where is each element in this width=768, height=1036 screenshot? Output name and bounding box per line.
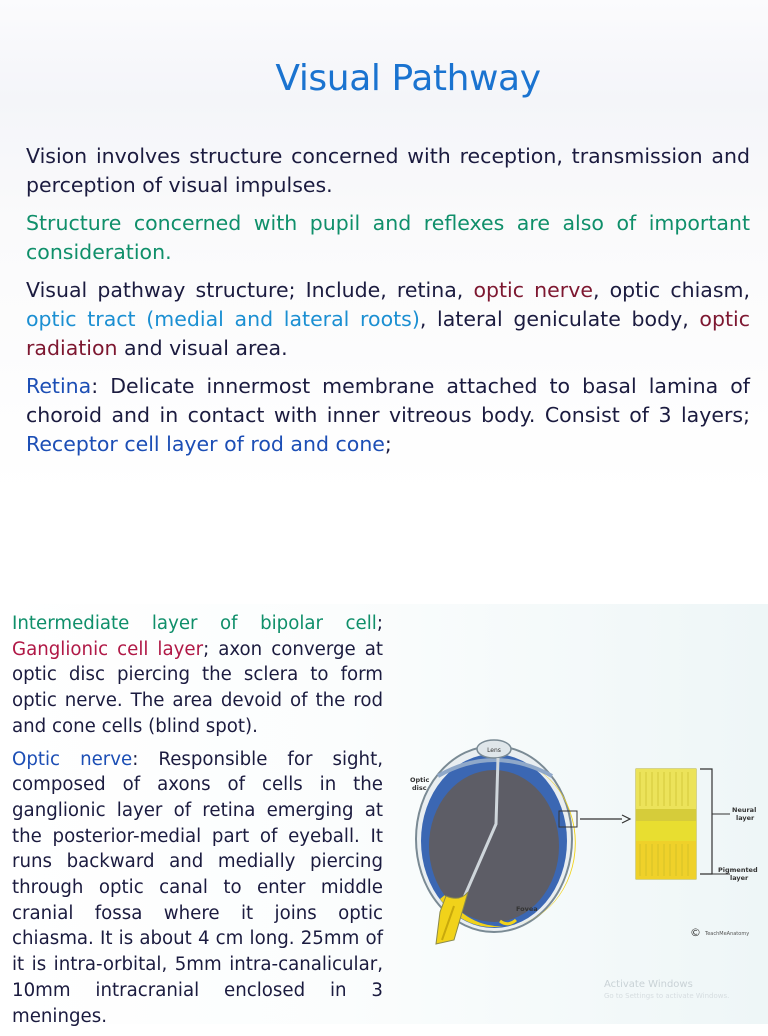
paragraph-retina (26, 372, 750, 459)
copyright-icon: © (690, 926, 701, 939)
brand-label: TeachMeAnatomy (705, 931, 750, 937)
slide-visual-pathway (0, 0, 768, 498)
term-optic-tract: optic tract (medial and lateral roots) (26, 307, 420, 331)
term-intermediate-layer: Intermediate layer of bipolar cell (12, 613, 377, 634)
text-run: Visual pathway structure; Include, retina, (26, 278, 474, 302)
label-lens: Lens (487, 747, 501, 754)
term-optic-nerve: optic nerve (473, 278, 593, 302)
eye-diagram (400, 714, 768, 964)
paragraph-pupil-reflexes: Structure concerned with pupil and reflexes are also of important consideration. (26, 211, 750, 264)
label-neural-layer: Neural layer (732, 806, 757, 822)
text-run: ; (384, 432, 392, 456)
text-run: , optic chiasm, (592, 278, 751, 302)
text-run: , lateral geniculate body, (419, 307, 700, 331)
term-optic-nerve: Optic nerve (12, 748, 133, 770)
label-fovea: Fovea (516, 905, 538, 913)
paragraph-optic-nerve (12, 747, 383, 1030)
label-pigmented-layer: Pigmented layer (718, 866, 758, 882)
paragraph-vision: Vision involves structure concerned with reception, transmission and perception of visual impulses. (26, 144, 750, 197)
text-column (12, 611, 383, 1036)
term-receptor-layer: Receptor cell layer of rod and cone (26, 432, 385, 456)
term-retina: Retina (26, 374, 92, 398)
paragraph-pathway-structures (26, 276, 750, 363)
text-run: ; axon converge at optic disc piercing the sclera to form optic nerve. The area devoid of the rod and cone cells (blind spot). (12, 638, 383, 737)
layer-bracket (700, 769, 712, 874)
label-optic-disc: Optic disc (410, 776, 430, 792)
text-run: and visual area. (117, 336, 288, 360)
slide-retina-optic-nerve (0, 604, 768, 1027)
slide-title: Visual Pathway (275, 58, 541, 99)
text-run: : Delicate innermost membrane attached to basal lamina of choroid and in contact with inner vitreous body. Consist of 3 layers; (26, 374, 750, 427)
term-ganglionic-layer: Ganglionic cell layer (12, 638, 204, 660)
paragraph-retina-layers (12, 611, 383, 740)
term-optic-radiation: optic radiation (26, 307, 750, 360)
watermark-activate: Activate Windows (604, 979, 693, 990)
text-run: ; (376, 613, 383, 634)
watermark-settings: Go to Settings to activate Windows. (604, 992, 730, 1000)
text-run: : Responsible for sight, composed of axons of cells in the ganglionic layer of retina emerging at the posterior-medial part of eyeball. It runs backward and medially piercing through optic canal to enter middle cranial fossa where it joins optic chiasma. It is about 4 cm long. 25mm of it is intra-orbital, 5mm intra-canalicular, 10mm intracranial enclosed in 3 meninges. (12, 748, 383, 1027)
